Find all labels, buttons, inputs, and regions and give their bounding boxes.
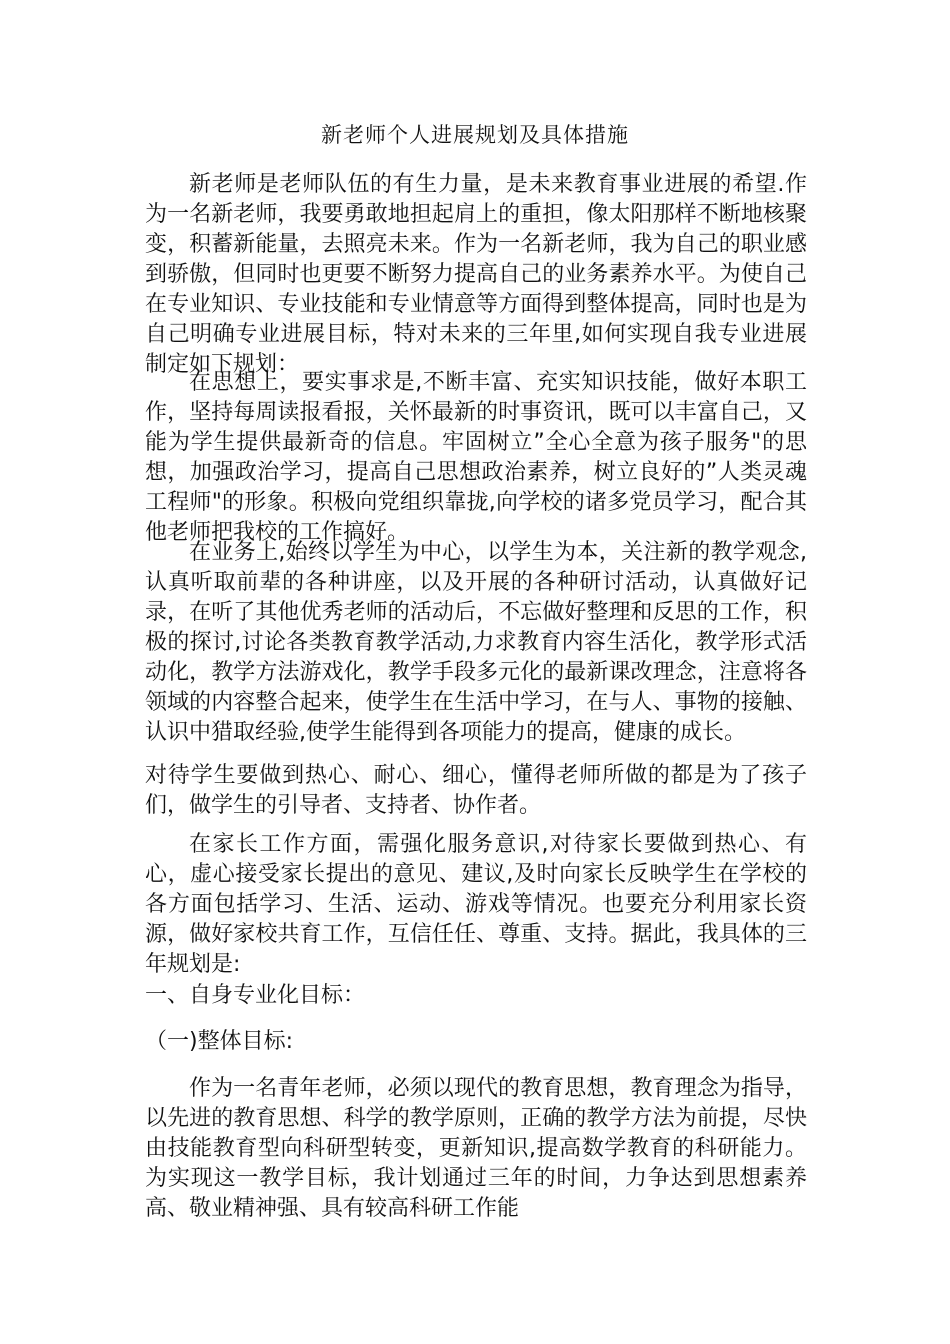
business-paragraph: 在业务上,始终以学生为中心，以学生为本，关注新的教学观念,认真听取前辈的各种讲座，以及开展的各种研讨活动，认真做好记录，在听了其他优秀老师的活动后，不忘做好整理和反思的工作，积极的探讨,讨论各类教育教学活动,力求教育内容生活化，教学形式活动化，教学方法游戏化，教学手段多元化的最新课改理念，注意将各领域的内容整合起来，使学生在生活中学习，在与人、事物的接触、认识中猎取经验,使学生能得到各项能力的提高，健康的成长。 [145, 540, 807, 745]
thought-paragraph: 在思想上，要实事求是,不断丰富、充实知识技能，做好本职工作，坚持每周读报看报，关怀最新的时事资讯，既可以丰富自己，又能为学生提供最新奇的信息。牢固树立”全心全意为孩子服务"的思想，加强政治学习，提高自己思想政治素养，树立良好的”人类灵魂工程师"的形象。积极向党组织靠拢,向学校的诸多党员学习，配合其他老师把我校的工作搞好。 [145, 370, 807, 545]
parents-paragraph: 在家长工作方面，需强化服务意识,对待家长要做到热心、有心，虚心接受家长提出的意见、建议,及时向家长反映学生在学校的各方面包括学习、生活、运动、游戏等情况。也要充分利用家长资源，做好家校共育工作，互信任任、尊重、支持。据此，我具体的三年规划是: [145, 832, 807, 977]
document-title: 新老师个人进展规划及具体措施 [321, 123, 629, 147]
section-heading-professional-goal: 一、自身专业化目标： [145, 983, 366, 1008]
students-paragraph: 对待学生要做到热心、耐心、细心，懂得老师所做的都是为了孩子们，做学生的引导者、支持者、协作者。 [145, 763, 807, 818]
intro-paragraph: 新老师是老师队伍的有生力量，是未来教育事业进展的希望.作为一名新老师，我要勇敢地担起肩上的重担，像太阳那样不断地核聚变，积蓄新能量，去照亮未来。作为一名新老师，我为自己的职业感到骄傲，但同时也更要不断努力提高自己的业务素养水平。为使自己在专业知识、专业技能和专业情意等方面得到整体提高，同时也是为自己明确专业进展目标，特对未来的三年里,如何实现自我专业进展制定如下规划： [145, 172, 807, 377]
subsection-heading-overall-goal: （一)整体目标: [145, 1029, 293, 1054]
overall-goal-paragraph: 作为一名青年老师，必须以现代的教育思想，教育理念为指导，以先进的教育思想、科学的教学原则，正确的教学方法为前提，尽快由技能教育型向科研型转变，更新知识,提高数学教育的科研能力。为实现这一教学目标，我计划通过三年的时间，力争达到思想素养高、敬业精神强、具有较高科研工作能 [145, 1076, 807, 1221]
